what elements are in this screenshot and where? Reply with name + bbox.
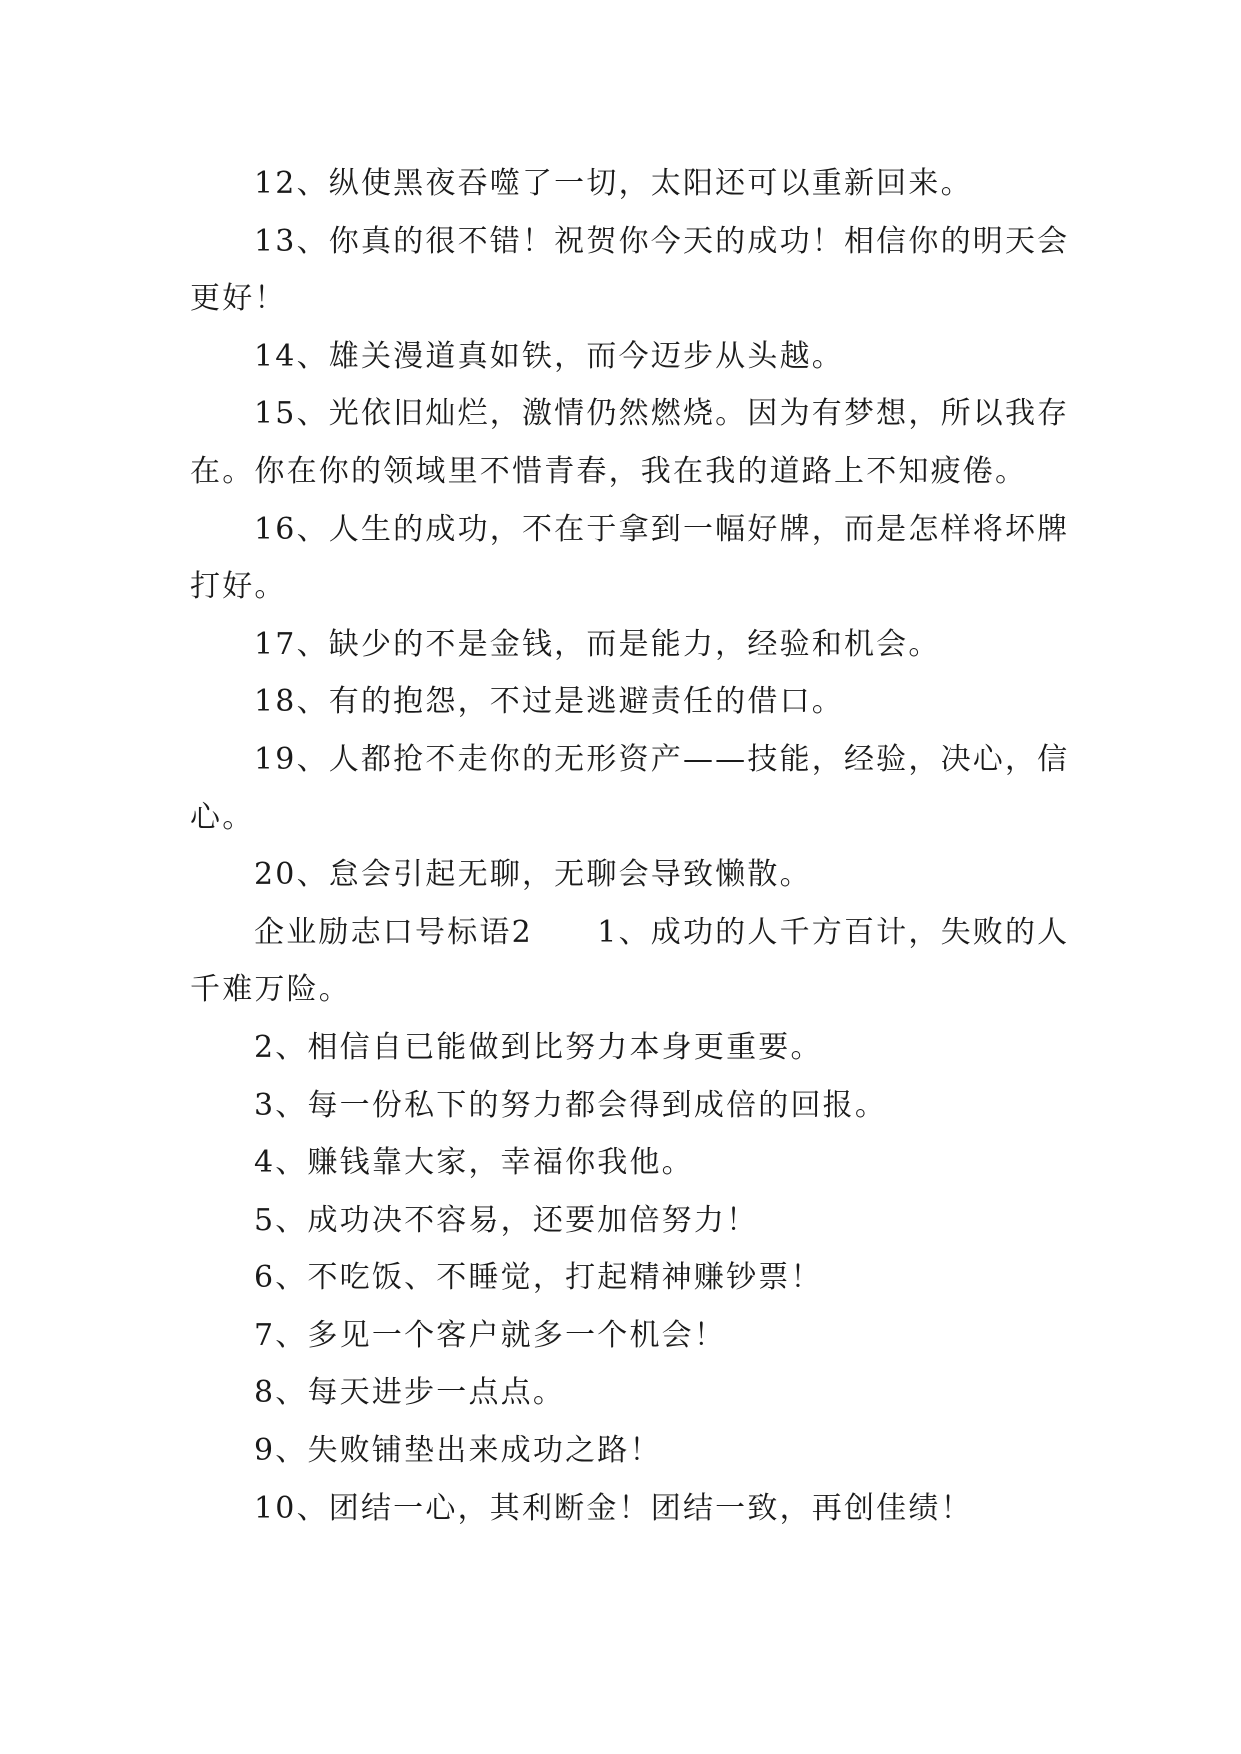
slogan-paragraph: 18、有的抱怨，不过是逃避责任的借口。	[254, 684, 844, 720]
document-body	[190, 155, 1070, 1537]
slogan-paragraph: 12、纵使黑夜吞噬了一切，太阳还可以重新回来。	[254, 166, 973, 201]
slogan-paragraph: 16、人生的成功，不在于拿到一幅好牌，而是怎样将坏牌打好。	[190, 511, 1070, 605]
slogan-paragraph: 19、人都抢不走你的无形资产——技能，经验，决心，信心。	[190, 741, 1070, 835]
slogan-paragraph: 7、多见一个客户就多一个机会！	[254, 1317, 727, 1353]
slogan-paragraph: 8、每天进步一点点。	[254, 1375, 566, 1411]
slogan-paragraph: 6、不吃饭、不睡觉，打起精神赚钞票！	[254, 1260, 823, 1296]
slogan-paragraph: 3、每一份私下的努力都会得到成倍的回报。	[254, 1087, 888, 1123]
slogan-paragraph: 13、你真的很不错！祝贺你今天的成功！相信你的明天会更好！	[190, 223, 1070, 317]
slogan-paragraph: 5、成功决不容易，还要加倍努力！	[254, 1202, 759, 1238]
section-heading-paragraph: 企业励志口号标语2 1、成功的人千方百计，失败的人千难万险。	[190, 914, 1070, 1008]
slogan-paragraph: 14、雄关漫道真如铁，而今迈步从头越。	[254, 338, 844, 374]
slogan-paragraph: 2、相信自已能做到比努力本身更重要。	[254, 1029, 823, 1065]
slogan-paragraph: 10、团结一心，其利断金！团结一致，再创佳绩！	[254, 1490, 973, 1526]
slogan-paragraph: 20、怠会引起无聊，无聊会导致懒散。	[254, 857, 812, 893]
slogan-paragraph: 17、缺少的不是金钱，而是能力，经验和机会。	[254, 626, 941, 662]
slogan-paragraph: 9、失败铺垫出来成功之路！	[254, 1433, 662, 1469]
slogan-paragraph: 4、赚钱靠大家，幸福你我他。	[254, 1145, 694, 1181]
slogan-paragraph: 15、光依旧灿烂，激情仍然燃烧。因为有梦想，所以我存在。你在你的领域里不惜青春，我在我的道路上不知疲倦。	[190, 396, 1070, 489]
